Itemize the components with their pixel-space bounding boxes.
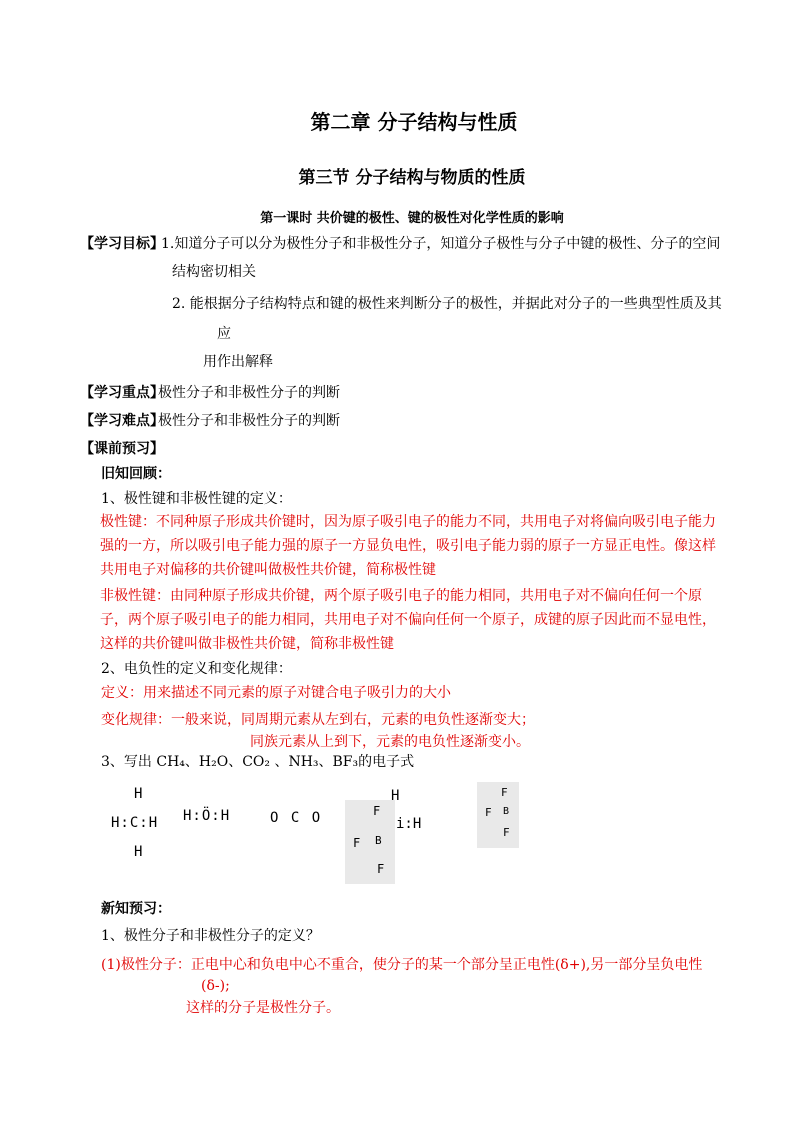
polar-molecule-line-3: 这样的分子是极性分子。 bbox=[186, 1000, 340, 1016]
chapter-title: 第二章 分子结构与性质 bbox=[310, 110, 518, 134]
objective-1-line-1: 1.知道分子可以分为极性分子和非极性分子，知道分子极性与分子中键的极性、分子的空间 bbox=[161, 236, 721, 252]
section-title: 第三节 分子结构与物质的性质 bbox=[298, 168, 526, 188]
key-point-label: 【学习重点】 bbox=[80, 385, 164, 401]
preview-label: 【课前预习】 bbox=[80, 441, 164, 457]
review-heading: 旧知回顾： bbox=[101, 466, 171, 482]
question-3: 3、写出 CH₄、H₂O、CO₂ 、NH₃、BF₃的电子式 bbox=[101, 754, 415, 770]
polar-bond-definition: 极性键：不同种原子形成共价键时，因为原子吸引电子的能力不同，共用电子对将偏向吸引电子能力强的一方，所以吸引电子能力强的原子一方显负电性，吸引电子能力弱的原子一方显正电性。像这样共用电子对偏移的共价键叫做极性共价键，简称极性键 bbox=[100, 514, 716, 578]
lesson-title: 第一课时 共价键的极性、键的极性对化学性质的影响 bbox=[260, 211, 564, 226]
objective-1-line-2: 结构密切相关 bbox=[172, 264, 256, 280]
ch4-middle: H:C:H bbox=[111, 815, 159, 831]
question-4: 1、极性分子和非极性分子的定义？ bbox=[101, 928, 320, 944]
lewis-h2o: H:Ö:H bbox=[183, 808, 231, 824]
bf3-image-b bbox=[477, 782, 519, 848]
bf3-a-f1: F bbox=[373, 804, 381, 818]
objective-2-line-2: 应 bbox=[217, 326, 231, 342]
lewis-co2: O C O bbox=[270, 810, 323, 826]
difficulty-label: 【学习难点】 bbox=[80, 413, 164, 429]
bf3-b-f1: F bbox=[501, 786, 508, 799]
objectives-label: 【学习目标】 bbox=[80, 236, 164, 252]
objective-2-line-1: 2. 能根据分子结构特点和键的极性来判断分子的极性，并据此对分子的一些典型性质及其 bbox=[172, 296, 722, 312]
nh3-top-h: H bbox=[391, 788, 400, 804]
bf3-b-f3: F bbox=[503, 826, 510, 839]
difficulty-text: 极性分子和非极性分子的判断 bbox=[158, 413, 340, 429]
bf3-b-f2: F bbox=[485, 806, 492, 819]
bf3-a-b: B bbox=[375, 834, 382, 847]
key-point-text: 极性分子和非极性分子的判断 bbox=[158, 385, 340, 401]
polar-molecule-line-1: (1)极性分子：正电中心和负电中心不重合，使分子的某一个部分呈正电性(δ+),另一部分呈负电性 bbox=[101, 957, 703, 973]
electronegativity-definition: 定义：用来描述不同元素的原子对键合电子吸引力的大小 bbox=[101, 685, 451, 701]
bf3-a-f3: F bbox=[377, 862, 385, 876]
nonpolar-bond-definition: 非极性键：由同种原子形成共价键，两个原子吸引电子的能力相同，共用电子对不偏向任何一个原子，两个原子吸引电子的能力相同，共用电子对不偏向任何一个原子，成键的原子因此而不显电性，这样的共价键叫做非极性共价键，简称非极性键 bbox=[100, 588, 716, 652]
rule-line-2: 同族元素从上到下，元素的电负性逐渐变小。 bbox=[250, 734, 530, 750]
objective-2-line-3: 用作出解释 bbox=[203, 354, 273, 370]
polar-molecule-line-2: (δ-); bbox=[201, 978, 230, 994]
bf3-a-f2: F bbox=[353, 836, 361, 850]
question-1: 1、极性键和非极性键的定义： bbox=[101, 491, 292, 507]
ch4-bottom-h: H bbox=[134, 844, 143, 860]
new-preview-heading: 新知预习： bbox=[101, 901, 171, 917]
bf3-b-b: B bbox=[503, 806, 510, 817]
bf3-image-a bbox=[345, 800, 395, 884]
nh3-right: i:H bbox=[396, 816, 422, 832]
question-2: 2、电负性的定义和变化规律： bbox=[101, 661, 292, 677]
rule-line-1: 变化规律：一般来说，同周期元素从左到右，元素的电负性逐渐变大； bbox=[101, 712, 535, 728]
ch4-top-h: H bbox=[134, 786, 143, 802]
